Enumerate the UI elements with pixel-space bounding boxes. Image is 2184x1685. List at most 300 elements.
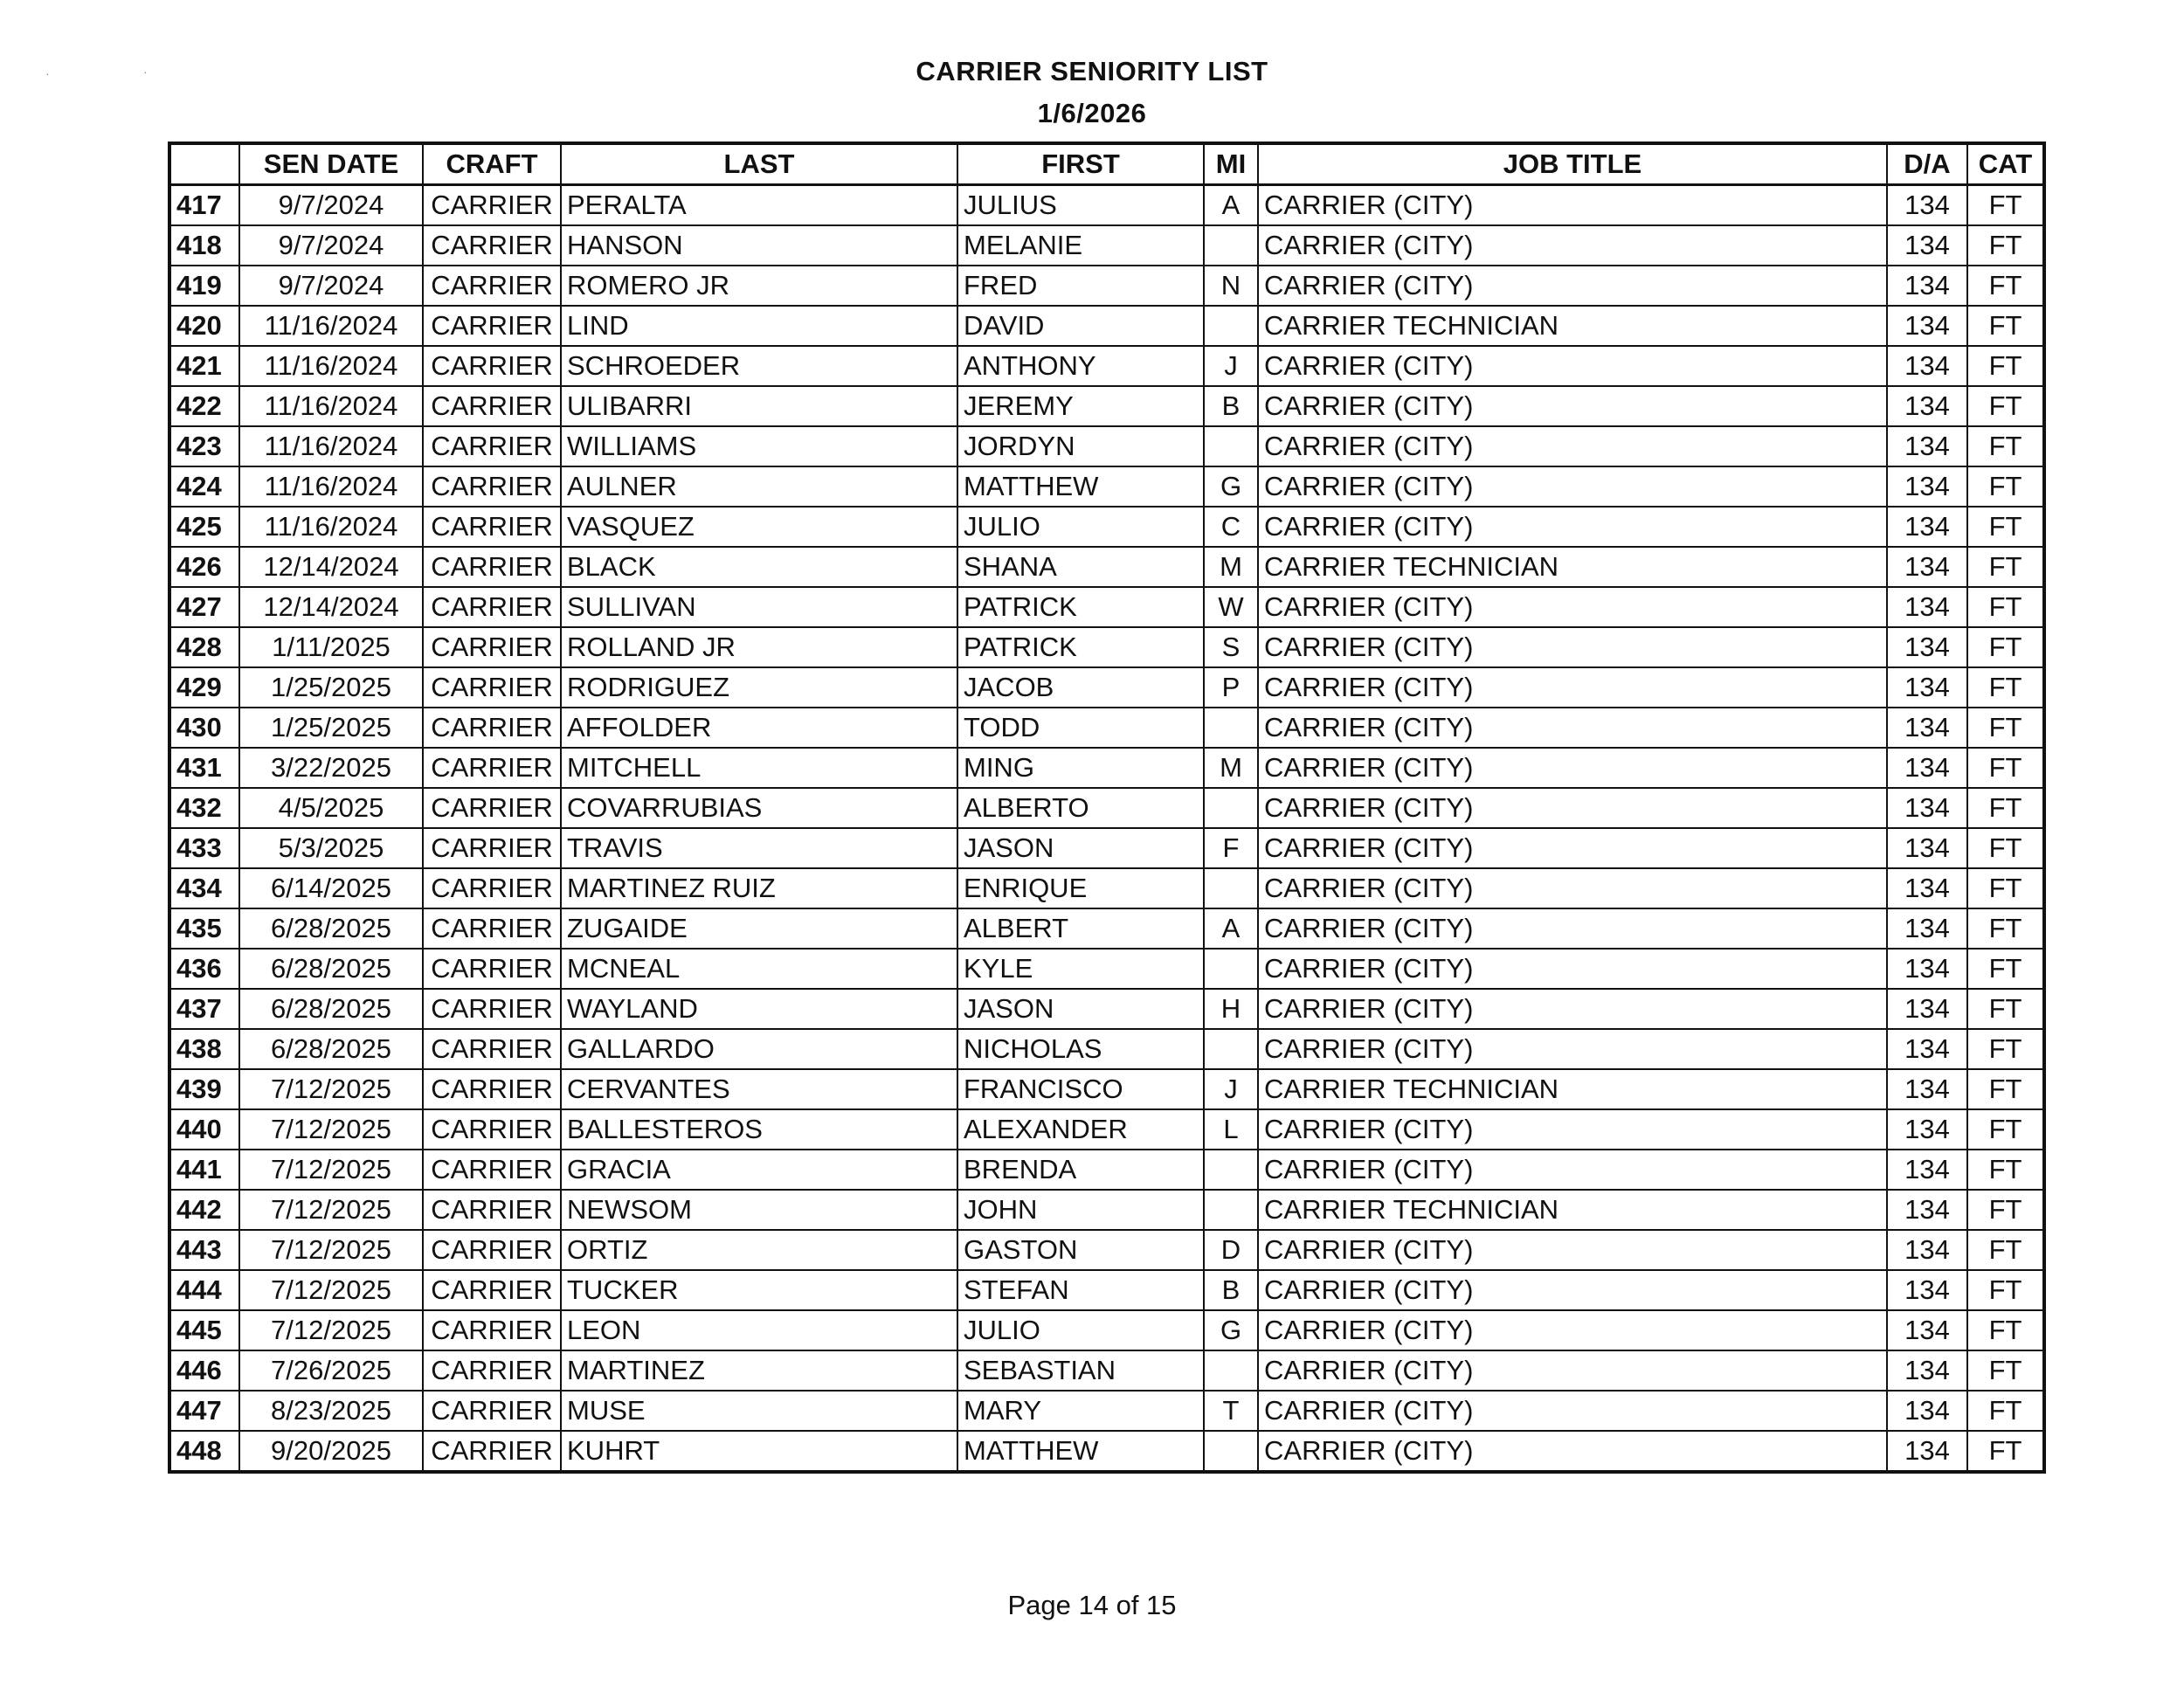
- cell-mi: [1204, 306, 1258, 346]
- cell-craft: CARRIER: [423, 1109, 561, 1150]
- cell-mi: M: [1204, 748, 1258, 788]
- cell-last: ZUGAIDE: [561, 908, 957, 949]
- cell-job-title: CARRIER (CITY): [1258, 426, 1887, 466]
- table-row: [169, 908, 2044, 949]
- cell-num: 438: [169, 1029, 239, 1069]
- cell-mi: [1204, 788, 1258, 828]
- cell-num: 421: [169, 346, 239, 386]
- cell-first: TODD: [957, 708, 1204, 748]
- table-row: [169, 748, 2044, 788]
- cell-job-title: CARRIER (CITY): [1258, 466, 1887, 507]
- cell-mi: F: [1204, 828, 1258, 868]
- cell-first: BRENDA: [957, 1150, 1204, 1190]
- cell-job-title: CARRIER (CITY): [1258, 949, 1887, 989]
- table-row: [169, 587, 2044, 627]
- cell-job-title: CARRIER (CITY): [1258, 1270, 1887, 1310]
- cell-da: 134: [1887, 386, 1967, 426]
- cell-sen-date: 9/20/2025: [239, 1431, 423, 1472]
- cell-craft: CARRIER: [423, 426, 561, 466]
- cell-first: ALEXANDER: [957, 1109, 1204, 1150]
- cell-da: 134: [1887, 1391, 1967, 1431]
- table-row: [169, 1150, 2044, 1190]
- page-number: Page 14 of 15: [1007, 1590, 1177, 1620]
- cell-cat: FT: [1967, 466, 2044, 507]
- cell-craft: CARRIER: [423, 386, 561, 426]
- cell-sen-date: 7/26/2025: [239, 1350, 423, 1391]
- cell-last: BALLESTEROS: [561, 1109, 957, 1150]
- cell-first: JASON: [957, 828, 1204, 868]
- table-row: [169, 547, 2044, 587]
- cell-last: BLACK: [561, 547, 957, 587]
- table-row: [169, 949, 2044, 989]
- cell-cat: FT: [1967, 185, 2044, 226]
- table-row: [169, 788, 2044, 828]
- cell-first: FRED: [957, 266, 1204, 306]
- cell-sen-date: 11/16/2024: [239, 426, 423, 466]
- cell-num: 427: [169, 587, 239, 627]
- cell-da: 134: [1887, 426, 1967, 466]
- table-row: [169, 708, 2044, 748]
- cell-cat: FT: [1967, 828, 2044, 868]
- cell-cat: FT: [1967, 1230, 2044, 1270]
- cell-first: MATTHEW: [957, 466, 1204, 507]
- cell-last: MARTINEZ RUIZ: [561, 868, 957, 908]
- cell-first: MING: [957, 748, 1204, 788]
- table-row: [169, 627, 2044, 667]
- cell-job-title: CARRIER (CITY): [1258, 1230, 1887, 1270]
- cell-mi: A: [1204, 908, 1258, 949]
- cell-sen-date: 11/16/2024: [239, 306, 423, 346]
- cell-last: GALLARDO: [561, 1029, 957, 1069]
- cell-last: ULIBARRI: [561, 386, 957, 426]
- table-row: [169, 1350, 2044, 1391]
- cell-last: WAYLAND: [561, 989, 957, 1029]
- cell-da: 134: [1887, 1069, 1967, 1109]
- cell-job-title: CARRIER (CITY): [1258, 1391, 1887, 1431]
- cell-da: 134: [1887, 547, 1967, 587]
- cell-first: ALBERTO: [957, 788, 1204, 828]
- cell-first: ALBERT: [957, 908, 1204, 949]
- header-job-title: JOB TITLE: [1258, 143, 1887, 185]
- header-cat: CAT: [1967, 143, 2044, 185]
- cell-mi: B: [1204, 386, 1258, 426]
- cell-cat: FT: [1967, 1109, 2044, 1150]
- cell-cat: FT: [1967, 1069, 2044, 1109]
- cell-cat: FT: [1967, 1431, 2044, 1472]
- cell-job-title: CARRIER (CITY): [1258, 1310, 1887, 1350]
- cell-mi: [1204, 1029, 1258, 1069]
- cell-num: 423: [169, 426, 239, 466]
- cell-cat: FT: [1967, 989, 2044, 1029]
- table-row: [169, 386, 2044, 426]
- cell-craft: CARRIER: [423, 908, 561, 949]
- cell-craft: CARRIER: [423, 466, 561, 507]
- cell-craft: CARRIER: [423, 587, 561, 627]
- table-row: [169, 1230, 2044, 1270]
- table-row: [169, 1029, 2044, 1069]
- cell-last: ROLLAND JR: [561, 627, 957, 667]
- cell-first: SEBASTIAN: [957, 1350, 1204, 1391]
- cell-cat: FT: [1967, 386, 2044, 426]
- cell-sen-date: 1/25/2025: [239, 667, 423, 708]
- cell-first: JOHN: [957, 1190, 1204, 1230]
- cell-last: MARTINEZ: [561, 1350, 957, 1391]
- cell-craft: CARRIER: [423, 1310, 561, 1350]
- cell-first: GASTON: [957, 1230, 1204, 1270]
- cell-first: PATRICK: [957, 587, 1204, 627]
- cell-mi: [1204, 1350, 1258, 1391]
- cell-num: 424: [169, 466, 239, 507]
- table-row: [169, 1109, 2044, 1150]
- cell-cat: FT: [1967, 426, 2044, 466]
- cell-job-title: CARRIER (CITY): [1258, 627, 1887, 667]
- cell-da: 134: [1887, 868, 1967, 908]
- cell-job-title: CARRIER (CITY): [1258, 868, 1887, 908]
- header-mi: MI: [1204, 143, 1258, 185]
- cell-da: 134: [1887, 1431, 1967, 1472]
- cell-last: MITCHELL: [561, 748, 957, 788]
- cell-job-title: CARRIER (CITY): [1258, 908, 1887, 949]
- cell-sen-date: 8/23/2025: [239, 1391, 423, 1431]
- cell-craft: CARRIER: [423, 1029, 561, 1069]
- cell-first: ANTHONY: [957, 346, 1204, 386]
- table-row: [169, 989, 2044, 1029]
- cell-num: 434: [169, 868, 239, 908]
- cell-first: ENRIQUE: [957, 868, 1204, 908]
- cell-mi: N: [1204, 266, 1258, 306]
- cell-mi: [1204, 225, 1258, 266]
- cell-craft: CARRIER: [423, 266, 561, 306]
- cell-craft: CARRIER: [423, 225, 561, 266]
- cell-mi: A: [1204, 185, 1258, 226]
- cell-sen-date: 1/25/2025: [239, 708, 423, 748]
- cell-num: 431: [169, 748, 239, 788]
- cell-job-title: CARRIER (CITY): [1258, 386, 1887, 426]
- cell-num: 435: [169, 908, 239, 949]
- cell-mi: [1204, 1431, 1258, 1472]
- header-last: LAST: [561, 143, 957, 185]
- cell-num: 444: [169, 1270, 239, 1310]
- header-sen-date: SEN DATE: [239, 143, 423, 185]
- cell-sen-date: 9/7/2024: [239, 266, 423, 306]
- cell-da: 134: [1887, 788, 1967, 828]
- scan-speck: ·: [45, 66, 50, 80]
- cell-mi: G: [1204, 466, 1258, 507]
- cell-num: 443: [169, 1230, 239, 1270]
- cell-mi: M: [1204, 547, 1258, 587]
- cell-da: 134: [1887, 1109, 1967, 1150]
- cell-cat: FT: [1967, 1391, 2044, 1431]
- cell-job-title: CARRIER TECHNICIAN: [1258, 1069, 1887, 1109]
- cell-craft: CARRIER: [423, 507, 561, 547]
- cell-last: TUCKER: [561, 1270, 957, 1310]
- cell-mi: [1204, 426, 1258, 466]
- cell-da: 134: [1887, 1190, 1967, 1230]
- cell-num: 445: [169, 1310, 239, 1350]
- table-row: [169, 185, 2044, 226]
- cell-mi: T: [1204, 1391, 1258, 1431]
- cell-first: JORDYN: [957, 426, 1204, 466]
- cell-craft: CARRIER: [423, 1350, 561, 1391]
- document-title: CARRIER SENIORITY LIST: [916, 56, 1268, 86]
- cell-da: 134: [1887, 466, 1967, 507]
- cell-craft: CARRIER: [423, 306, 561, 346]
- cell-sen-date: 11/16/2024: [239, 386, 423, 426]
- table-row: [169, 828, 2044, 868]
- cell-job-title: CARRIER TECHNICIAN: [1258, 547, 1887, 587]
- cell-cat: FT: [1967, 708, 2044, 748]
- cell-cat: FT: [1967, 225, 2044, 266]
- cell-num: 425: [169, 507, 239, 547]
- cell-sen-date: 7/12/2025: [239, 1310, 423, 1350]
- cell-mi: J: [1204, 1069, 1258, 1109]
- cell-num: 433: [169, 828, 239, 868]
- cell-first: PATRICK: [957, 627, 1204, 667]
- cell-job-title: CARRIER (CITY): [1258, 748, 1887, 788]
- cell-last: NEWSOM: [561, 1190, 957, 1230]
- cell-da: 134: [1887, 1350, 1967, 1391]
- table-row: [169, 1270, 2044, 1310]
- cell-first: MARY: [957, 1391, 1204, 1431]
- cell-first: JASON: [957, 989, 1204, 1029]
- cell-job-title: CARRIER (CITY): [1258, 225, 1887, 266]
- cell-sen-date: 12/14/2024: [239, 547, 423, 587]
- cell-sen-date: 7/12/2025: [239, 1109, 423, 1150]
- table-row: [169, 868, 2044, 908]
- table-row: [169, 225, 2044, 266]
- cell-da: 134: [1887, 587, 1967, 627]
- cell-sen-date: 11/16/2024: [239, 466, 423, 507]
- cell-first: FRANCISCO: [957, 1069, 1204, 1109]
- cell-da: 134: [1887, 989, 1967, 1029]
- cell-cat: FT: [1967, 1150, 2044, 1190]
- cell-num: 447: [169, 1391, 239, 1431]
- table-body: [169, 185, 2044, 1473]
- cell-craft: CARRIER: [423, 1069, 561, 1109]
- cell-job-title: CARRIER (CITY): [1258, 587, 1887, 627]
- cell-mi: [1204, 708, 1258, 748]
- cell-num: 437: [169, 989, 239, 1029]
- table-row: [169, 1431, 2044, 1472]
- cell-da: 134: [1887, 828, 1967, 868]
- cell-cat: FT: [1967, 1310, 2044, 1350]
- cell-craft: CARRIER: [423, 828, 561, 868]
- cell-num: 419: [169, 266, 239, 306]
- cell-last: LIND: [561, 306, 957, 346]
- cell-cat: FT: [1967, 587, 2044, 627]
- cell-first: JEREMY: [957, 386, 1204, 426]
- cell-job-title: CARRIER (CITY): [1258, 1150, 1887, 1190]
- table-row: [169, 306, 2044, 346]
- cell-mi: B: [1204, 1270, 1258, 1310]
- cell-first: KYLE: [957, 949, 1204, 989]
- cell-sen-date: 6/14/2025: [239, 868, 423, 908]
- cell-sen-date: 7/12/2025: [239, 1270, 423, 1310]
- cell-mi: H: [1204, 989, 1258, 1029]
- cell-da: 134: [1887, 1029, 1967, 1069]
- header-num: [169, 143, 239, 185]
- cell-last: ORTIZ: [561, 1230, 957, 1270]
- cell-num: 426: [169, 547, 239, 587]
- cell-job-title: CARRIER TECHNICIAN: [1258, 1190, 1887, 1230]
- header-first: FIRST: [957, 143, 1204, 185]
- cell-da: 134: [1887, 225, 1967, 266]
- cell-da: 134: [1887, 1150, 1967, 1190]
- table-row: [169, 426, 2044, 466]
- cell-last: MCNEAL: [561, 949, 957, 989]
- cell-job-title: CARRIER (CITY): [1258, 708, 1887, 748]
- cell-job-title: CARRIER TECHNICIAN: [1258, 306, 1887, 346]
- cell-cat: FT: [1967, 346, 2044, 386]
- cell-num: 417: [169, 185, 239, 226]
- cell-num: 429: [169, 667, 239, 708]
- cell-job-title: CARRIER (CITY): [1258, 185, 1887, 226]
- cell-mi: [1204, 1150, 1258, 1190]
- cell-da: 134: [1887, 908, 1967, 949]
- cell-craft: CARRIER: [423, 748, 561, 788]
- cell-craft: CARRIER: [423, 667, 561, 708]
- cell-num: 422: [169, 386, 239, 426]
- cell-craft: CARRIER: [423, 185, 561, 226]
- cell-da: 134: [1887, 266, 1967, 306]
- cell-sen-date: 9/7/2024: [239, 185, 423, 226]
- cell-job-title: CARRIER (CITY): [1258, 266, 1887, 306]
- cell-cat: FT: [1967, 547, 2044, 587]
- cell-sen-date: 4/5/2025: [239, 788, 423, 828]
- cell-da: 134: [1887, 185, 1967, 226]
- cell-cat: FT: [1967, 788, 2044, 828]
- cell-first: JULIO: [957, 507, 1204, 547]
- cell-first: MATTHEW: [957, 1431, 1204, 1472]
- cell-cat: FT: [1967, 667, 2044, 708]
- cell-mi: [1204, 868, 1258, 908]
- cell-first: STEFAN: [957, 1270, 1204, 1310]
- cell-job-title: CARRIER (CITY): [1258, 989, 1887, 1029]
- cell-mi: [1204, 1190, 1258, 1230]
- cell-num: 432: [169, 788, 239, 828]
- cell-da: 134: [1887, 1270, 1967, 1310]
- cell-first: SHANA: [957, 547, 1204, 587]
- cell-da: 134: [1887, 507, 1967, 547]
- table-row: [169, 346, 2044, 386]
- cell-craft: CARRIER: [423, 1230, 561, 1270]
- cell-sen-date: 7/12/2025: [239, 1190, 423, 1230]
- cell-craft: CARRIER: [423, 1391, 561, 1431]
- cell-job-title: CARRIER (CITY): [1258, 346, 1887, 386]
- header-da: D/A: [1887, 143, 1967, 185]
- cell-craft: CARRIER: [423, 1150, 561, 1190]
- cell-sen-date: 6/28/2025: [239, 1029, 423, 1069]
- cell-mi: D: [1204, 1230, 1258, 1270]
- cell-da: 134: [1887, 748, 1967, 788]
- cell-sen-date: 11/16/2024: [239, 507, 423, 547]
- cell-cat: FT: [1967, 868, 2044, 908]
- cell-mi: [1204, 949, 1258, 989]
- cell-last: SULLIVAN: [561, 587, 957, 627]
- table-row: [169, 1391, 2044, 1431]
- cell-num: 439: [169, 1069, 239, 1109]
- cell-cat: FT: [1967, 627, 2044, 667]
- cell-first: MELANIE: [957, 225, 1204, 266]
- cell-job-title: CARRIER (CITY): [1258, 1350, 1887, 1391]
- cell-num: 442: [169, 1190, 239, 1230]
- cell-sen-date: 7/12/2025: [239, 1230, 423, 1270]
- cell-job-title: CARRIER (CITY): [1258, 507, 1887, 547]
- cell-sen-date: 6/28/2025: [239, 949, 423, 989]
- cell-sen-date: 7/12/2025: [239, 1069, 423, 1109]
- cell-sen-date: 5/3/2025: [239, 828, 423, 868]
- header-craft: CRAFT: [423, 143, 561, 185]
- cell-sen-date: 11/16/2024: [239, 346, 423, 386]
- cell-mi: C: [1204, 507, 1258, 547]
- cell-craft: CARRIER: [423, 627, 561, 667]
- cell-sen-date: 6/28/2025: [239, 908, 423, 949]
- cell-num: 436: [169, 949, 239, 989]
- cell-mi: P: [1204, 667, 1258, 708]
- table-row: [169, 667, 2044, 708]
- cell-cat: FT: [1967, 266, 2044, 306]
- cell-num: 446: [169, 1350, 239, 1391]
- cell-cat: FT: [1967, 507, 2044, 547]
- table-row: [169, 1310, 2044, 1350]
- cell-last: MUSE: [561, 1391, 957, 1431]
- table-row: [169, 1069, 2044, 1109]
- cell-sen-date: 6/28/2025: [239, 989, 423, 1029]
- cell-last: CERVANTES: [561, 1069, 957, 1109]
- cell-last: SCHROEDER: [561, 346, 957, 386]
- cell-last: HANSON: [561, 225, 957, 266]
- cell-da: 134: [1887, 667, 1967, 708]
- cell-da: 134: [1887, 1310, 1967, 1350]
- cell-job-title: CARRIER (CITY): [1258, 667, 1887, 708]
- cell-num: 428: [169, 627, 239, 667]
- cell-last: GRACIA: [561, 1150, 957, 1190]
- cell-craft: CARRIER: [423, 708, 561, 748]
- cell-cat: FT: [1967, 1270, 2044, 1310]
- cell-da: 134: [1887, 949, 1967, 989]
- cell-num: 430: [169, 708, 239, 748]
- cell-sen-date: 3/22/2025: [239, 748, 423, 788]
- cell-da: 134: [1887, 708, 1967, 748]
- cell-sen-date: 1/11/2025: [239, 627, 423, 667]
- cell-num: 448: [169, 1431, 239, 1472]
- cell-last: AFFOLDER: [561, 708, 957, 748]
- table-header-row: [169, 143, 2044, 185]
- cell-last: RODRIGUEZ: [561, 667, 957, 708]
- cell-sen-date: 7/12/2025: [239, 1150, 423, 1190]
- cell-first: JACOB: [957, 667, 1204, 708]
- cell-last: TRAVIS: [561, 828, 957, 868]
- cell-mi: G: [1204, 1310, 1258, 1350]
- cell-last: COVARRUBIAS: [561, 788, 957, 828]
- cell-craft: CARRIER: [423, 1190, 561, 1230]
- cell-craft: CARRIER: [423, 989, 561, 1029]
- cell-num: 418: [169, 225, 239, 266]
- cell-sen-date: 12/14/2024: [239, 587, 423, 627]
- cell-mi: L: [1204, 1109, 1258, 1150]
- cell-cat: FT: [1967, 1190, 2044, 1230]
- cell-job-title: CARRIER (CITY): [1258, 828, 1887, 868]
- cell-cat: FT: [1967, 1029, 2044, 1069]
- cell-first: DAVID: [957, 306, 1204, 346]
- cell-da: 134: [1887, 346, 1967, 386]
- cell-mi: J: [1204, 346, 1258, 386]
- table-row: [169, 266, 2044, 306]
- cell-last: PERALTA: [561, 185, 957, 226]
- cell-craft: CARRIER: [423, 1431, 561, 1472]
- cell-craft: CARRIER: [423, 346, 561, 386]
- cell-cat: FT: [1967, 1350, 2044, 1391]
